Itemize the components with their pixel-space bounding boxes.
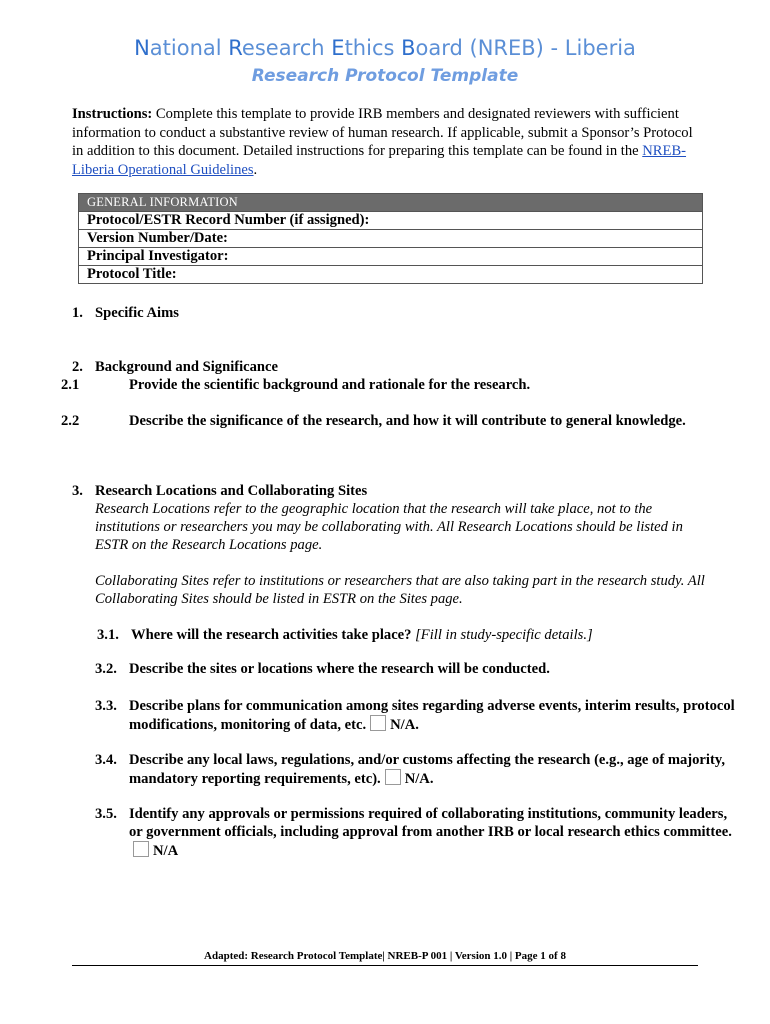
section-2-heading: 2. Background and Significance (72, 359, 279, 375)
question-3-2: 3.2. Describe the sites or locations where the research will be conducted. (95, 661, 550, 677)
section-1-heading: 1. Specific Aims (72, 305, 179, 321)
section-2-2: 2.2 Describe the significance of the research, and how it will contribute to general knowledge. (61, 413, 686, 429)
general-information-table (78, 193, 703, 284)
section-2-1: 2.1 Provide the scientific background and rationale for the research. (61, 377, 531, 393)
instructions-paragraph: Instructions: Complete this template to provide IRB members and designated reviewers with sufficient information to conduct a substantive review of human research. If applicable, submit a Sponsor’s Protocol in addition to this document. Detailed instructions for preparing this template can be found in the NREB- Liberia Operational Guidelines. (72, 106, 693, 178)
general-information-heading: GENERAL INFORMATION (79, 194, 703, 212)
na-checkbox-3-4[interactable] (385, 769, 401, 785)
question-3-5: 3.5. Identify any approvals or permissions required of collaborating institutions, community leaders, or government officials, including approval from another IRB or local research ethics committee.N/A (95, 806, 732, 859)
research-locations-note: Research Locations refer to the geographic location that the research will take place, not to the institutions or researchers you may be collaborating with. All Research Locations should be listed in ESTR on the Research Locations page. (95, 501, 683, 553)
instructions-label: Instructions: (72, 106, 153, 122)
version-number-field[interactable]: Version Number/Date: (79, 230, 703, 248)
section-3-heading: 3. Research Locations and Collaborating Sites (72, 483, 368, 499)
protocol-record-number-field[interactable]: Protocol/ESTR Record Number (if assigned): (79, 212, 703, 230)
collaborating-sites-note: Collaborating Sites refer to institutions or researchers that are also taking part in the research study. All Collaborating Sites should be listed in ESTR on the Sites page. (95, 573, 705, 607)
document-subtitle: Research Protocol Template (251, 66, 519, 86)
na-checkbox-3-5[interactable] (133, 841, 149, 857)
principal-investigator-field[interactable]: Principal Investigator: (79, 248, 703, 266)
document-title: National Research Ethics Board (NREB) - Liberia (134, 36, 636, 60)
guidelines-link[interactable]: NREB- Liberia Operational Guidelines (72, 143, 687, 178)
na-checkbox-3-3[interactable] (370, 715, 386, 731)
protocol-title-field[interactable]: Protocol Title: (79, 266, 703, 284)
page-footer: Adapted: Research Protocol Template| NREB-P 001 | Version 1.0 | Page 1 of 8 (72, 950, 698, 966)
question-3-4: 3.4. Describe any local laws, regulations, and/or customs affecting the research (e.g., age of majority, mandatory reporting requirements, etc). N/A. (95, 752, 725, 787)
instructions-text: Complete this template to provide IRB members and designated reviewers with sufficient information to conduct a substantive review of human research. If applicable, submit a Sponsor’s Protocol in addition to this document. Detailed instructions for preparing this template can be found in the (72, 106, 693, 159)
question-3-1-hint: [Fill in study-specific details.] (411, 627, 593, 643)
question-3-1: 3.1. Where will the research activities take place? [Fill in study-specific details.] (97, 627, 593, 643)
question-3-3: 3.3. Describe plans for communication among sites regarding adverse events, interim results, protocol modifications, monitoring of data, etc. N/A. (95, 698, 735, 733)
